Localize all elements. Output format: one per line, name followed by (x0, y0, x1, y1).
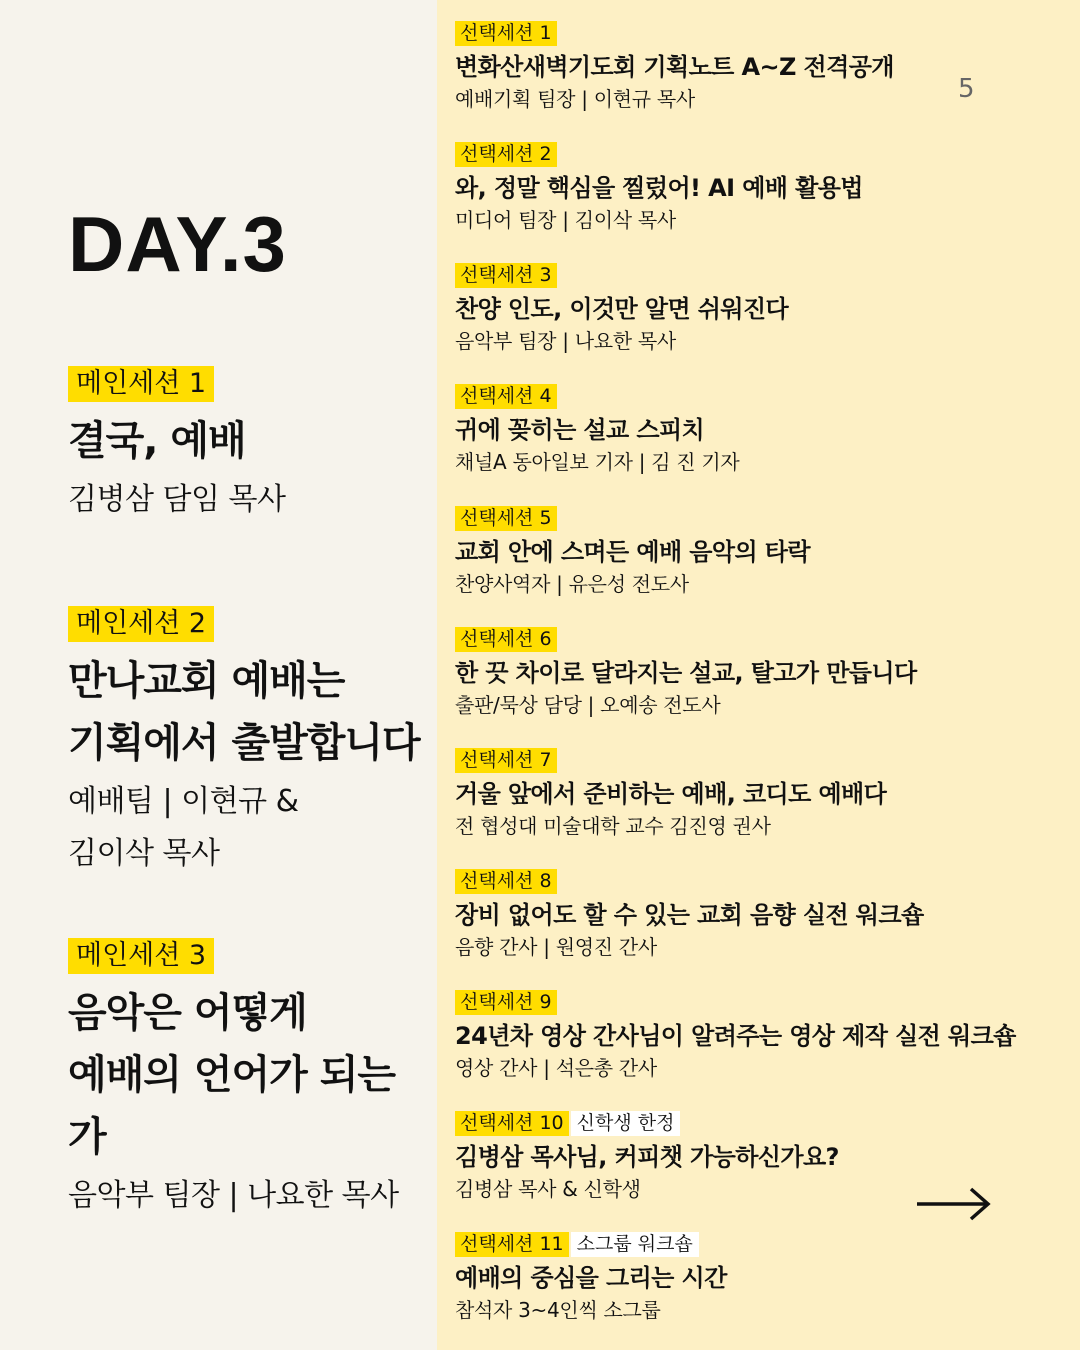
session-title: 장비 없어도 할 수 있는 교회 음향 실전 워크숍 (455, 901, 924, 929)
session-speaker: 영상 간사 | 석은총 간사 (455, 1056, 657, 1080)
session-title: 찬양 인도, 이것만 알면 쉬워진다 (455, 295, 789, 323)
main-session-2 (68, 606, 428, 880)
main-session-title-line: 예배의 언어가 되는가 (68, 1052, 395, 1161)
session-tag: 선택세션 6 (455, 627, 557, 652)
session-extra-tag: 신학생 한정 (571, 1111, 681, 1136)
main-session-speaker-line: 김병삼 담임 목사 (68, 482, 286, 518)
main-session-title-line: 결국, 예배 (68, 418, 246, 465)
session-tag: 선택세션 4 (455, 384, 557, 409)
day-title: DAY.3 (68, 200, 287, 288)
elective-session-4 (455, 383, 1055, 474)
session-title: 교회 안에 스며든 예배 음악의 타락 (455, 538, 810, 566)
session-speaker: 예배기획 팀장 | 이현규 목사 (455, 87, 695, 111)
elective-session-8 (455, 868, 1055, 959)
main-session-speaker-line: 김이삭 목사 (68, 836, 220, 872)
session-tag: 선택세션 1 (455, 21, 557, 46)
main-session-speaker-line: 음악부 팀장 | 나요한 목사 (68, 1178, 399, 1214)
main-session-title (68, 982, 428, 1168)
session-tag: 선택세션 11 (455, 1232, 569, 1257)
session-speaker: 미디어 팀장 | 김이삭 목사 (455, 208, 676, 232)
elective-session-9 (455, 989, 1055, 1080)
session-title: 예배의 중심을 그리는 시간 (455, 1264, 727, 1292)
session-title: 거울 앞에서 준비하는 예배, 코디도 예배다 (455, 780, 887, 808)
session-tag: 선택세션 5 (455, 506, 557, 531)
main-session-3 (68, 938, 428, 1222)
session-title: 24년차 영상 간사님이 알려주는 영상 제작 실전 워크숍 (455, 1022, 1016, 1050)
session-speaker: 찬양사역자 | 유은성 전도사 (455, 572, 689, 596)
main-session-tag: 메인세션 3 (68, 938, 214, 974)
session-speaker: 음향 간사 | 원영진 간사 (455, 935, 657, 959)
elective-session-5 (455, 505, 1055, 596)
session-speaker: 출판/묵상 담당 | 오예송 전도사 (455, 693, 721, 717)
page-number: 5 (958, 74, 975, 104)
elective-session-11 (455, 1231, 1055, 1322)
session-speaker: 전 협성대 미술대학 교수 김진영 권사 (455, 814, 771, 838)
main-session-speaker-line: 예배팀 | 이현규 & (68, 784, 299, 820)
session-extra-tag: 소그룹 워크숍 (571, 1232, 699, 1257)
arrow-right-icon[interactable] (915, 1186, 993, 1222)
session-title: 김병삼 목사님, 커피챗 가능하신가요? (455, 1143, 839, 1171)
session-tag: 선택세션 9 (455, 990, 557, 1015)
session-title: 와, 정말 핵심을 찔렀어! AI 예배 활용법 (455, 174, 863, 202)
main-session-title-line: 만나교회 예배는 (68, 658, 345, 705)
main-session-speaker (68, 474, 428, 526)
main-session-speaker (68, 1170, 428, 1222)
main-session-title-line: 기획에서 출발합니다 (68, 720, 420, 767)
session-speaker: 음악부 팀장 | 나요한 목사 (455, 329, 676, 353)
elective-session-7 (455, 747, 1055, 838)
session-speaker: 김병삼 목사 & 신학생 (455, 1177, 641, 1201)
elective-session-6 (455, 626, 1055, 717)
elective-session-3 (455, 262, 1055, 353)
session-speaker: 채널A 동아일보 기자 | 김 진 기자 (455, 450, 740, 474)
main-session-tag: 메인세션 2 (68, 606, 214, 642)
main-session-title (68, 650, 428, 774)
session-title: 귀에 꽂히는 설교 스피치 (455, 416, 705, 444)
elective-session-2 (455, 141, 1055, 232)
session-speaker: 참석자 3~4인씩 소그룹 (455, 1298, 661, 1322)
main-session-title (68, 410, 428, 472)
main-session-tag: 메인세션 1 (68, 366, 214, 402)
session-title: 한 끗 차이로 달라지는 설교, 탈고가 만듭니다 (455, 659, 917, 687)
session-title: 변화산새벽기도회 기획노트 A~Z 전격공개 (455, 53, 894, 81)
session-tag: 선택세션 2 (455, 142, 557, 167)
main-session-1 (68, 366, 428, 526)
main-session-title-line: 음악은 어떻게 (68, 990, 307, 1037)
session-tag: 선택세션 7 (455, 748, 557, 773)
main-session-speaker (68, 776, 428, 880)
session-tag: 선택세션 10 (455, 1111, 569, 1136)
elective-session-1 (455, 20, 1055, 111)
session-tag: 선택세션 3 (455, 263, 557, 288)
session-tag: 선택세션 8 (455, 869, 557, 894)
